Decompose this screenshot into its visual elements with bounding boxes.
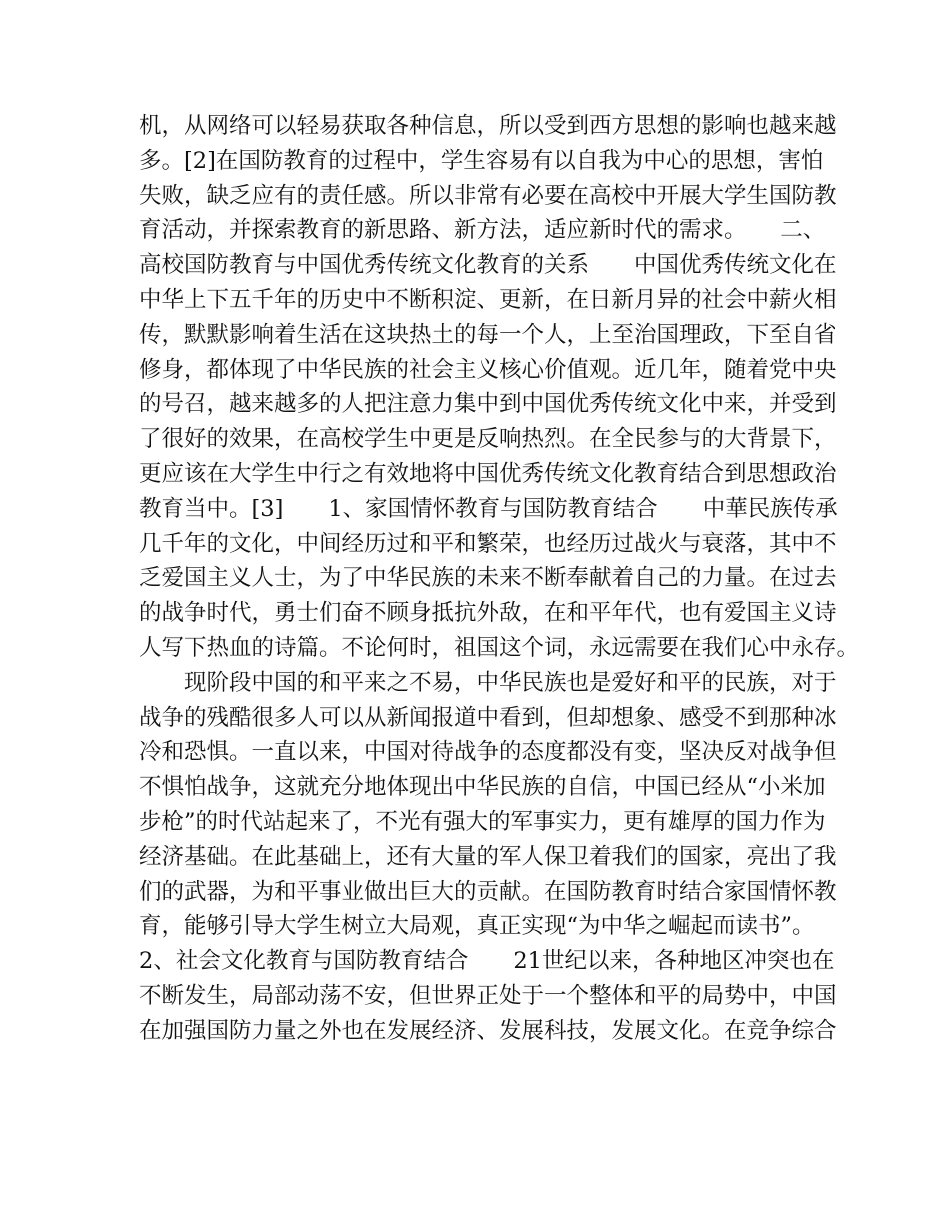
text-line: 人写下热血的诗篇。不论何时，祖国这个词，永远需要在我们心中永存。 [139,634,860,661]
text-line: 在加强国防力量之外也在发展经济、发展科技，发展文化。在竞争综合 [139,1017,837,1044]
text-line: 多。[2]在国防教育的过程中，学生容易有以自我为中心的思想，害怕 [139,147,824,174]
text-line: 战争的残酷很多人可以从新闻报道中看到，但却想象、感受不到那种冰 [139,704,837,731]
text-line: 经济基础。在此基础上，还有大量的军人保卫着我们的国家，亮出了我 [139,843,837,870]
text-line: 育，能够引导大学生树立大局观，真正实现“为中华之崛起而读书”。 [139,913,815,940]
text-line: 不断发生，局部动荡不安，但世界正处于一个整体和平的局势中，中国 [139,982,837,1009]
text-line: 2、社会文化教育与国防教育结合 21世纪以来，各种地区冲突也在 [139,948,835,975]
text-line: 几千年的文化，中间经历过和平和繁荣，也经历过战火与衰落，其中不 [139,530,837,557]
text-line: 们的武器，为和平事业做出巨大的贡献。在国防教育时结合家国情怀教 [139,878,837,905]
text-line: 育活动，并探索教育的新思路、新方法，适应新时代的需求。 二、 [139,217,826,244]
text-line: 更应该在大学生中行之有效地将中国优秀传统文化教育结合到思想政治 [139,460,837,487]
text-line: 现阶段中国的和平来之不易，中华民族也是爱好和平的民族，对于 [139,669,837,696]
text-line: 教育当中。[3] 1、家国情怀教育与国防教育结合 中華民族传承 [139,495,838,522]
text-line: 了很好的效果，在高校学生中更是反响热烈。在全民参与的大背景下， [139,426,837,453]
text-line: 中华上下五千年的历史中不断积淀、更新，在日新月异的社会中薪火相 [139,286,837,313]
text-line: 机，从网络可以轻易获取各种信息，所以受到西方思想的影响也越来越 [139,113,837,139]
text-line: 失败，缺乏应有的责任感。所以非常有必要在高校中开展大学生国防教 [139,182,837,209]
text-line: 不惧怕战争，这就充分地体现出中华民族的自信，中国已经从“小米加 [139,774,826,801]
text-line: 的号召，越来越多的人把注意力集中到中国优秀传统文化中来，并受到 [139,391,837,418]
text-line: 步枪”的时代站起来了，不光有强大的军事实力，更有雄厚的国力作为 [139,808,826,835]
text-line: 冷和恐惧。一直以来，中国对待战争的态度都没有变，坚决反对战争但 [139,739,837,766]
text-line: 传，默默影响着生活在这块热土的每一个人，上至治国理政，下至自省 [139,321,837,348]
text-line: 的战争时代，勇士们奋不顾身抵抗外敌，在和平年代，也有爱国主义诗 [139,600,837,627]
text-line: 修身，都体现了中华民族的社会主义核心价值观。近几年，随着党中央 [139,356,837,383]
body-text [139,109,860,1049]
text-line: 乏爱国主义人士，为了中华民族的未来不断奉献着自己的力量。在过去 [139,565,837,592]
text-line: 高校国防教育与中国优秀传统文化教育的关系 中国优秀传统文化在 [139,252,837,279]
